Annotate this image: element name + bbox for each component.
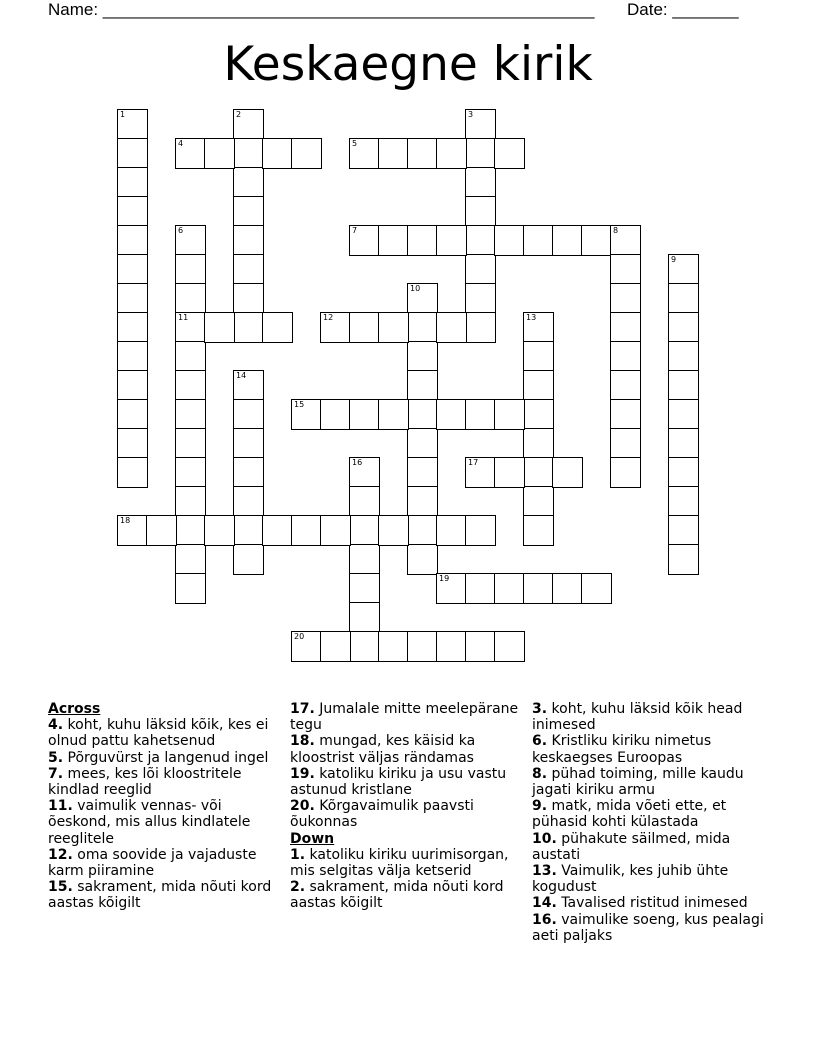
grid-cell[interactable] xyxy=(610,341,641,372)
grid-cell[interactable] xyxy=(349,602,380,633)
cell-number: 15 xyxy=(294,400,305,409)
cell-number: 10 xyxy=(410,284,421,293)
name-field-label: Name: ____________________________________________________ xyxy=(48,0,595,19)
grid-cell[interactable] xyxy=(117,341,148,372)
date-field-label: Date: _______ xyxy=(627,0,739,19)
grid-cell[interactable] xyxy=(378,225,409,256)
grid-cell[interactable] xyxy=(407,312,438,343)
grid-cell[interactable] xyxy=(175,457,206,488)
grid-cell[interactable] xyxy=(175,138,206,169)
grid-cell[interactable] xyxy=(407,515,438,546)
grid-cell[interactable] xyxy=(407,428,438,459)
grid-cell[interactable] xyxy=(668,486,699,517)
grid-cell[interactable] xyxy=(494,399,525,430)
grid-cell[interactable] xyxy=(117,109,148,140)
grid-cell[interactable] xyxy=(349,138,380,169)
grid-cell[interactable] xyxy=(610,399,641,430)
grid-cell[interactable] xyxy=(233,370,264,401)
grid-cell[interactable] xyxy=(117,254,148,285)
clue-across-20: 20. Kõrgavaimulik paavsti õukonnas xyxy=(290,798,474,831)
cell-number: 7 xyxy=(352,226,358,235)
grid-cell[interactable] xyxy=(407,138,438,169)
grid-cell[interactable] xyxy=(465,457,496,488)
cell-number: 17 xyxy=(468,458,479,467)
grid-cell[interactable] xyxy=(523,399,554,430)
grid-cell[interactable] xyxy=(668,399,699,430)
cell-number: 6 xyxy=(178,226,184,235)
grid-cell[interactable] xyxy=(233,515,264,546)
grid-cell[interactable] xyxy=(407,631,438,662)
clue-down-8: 8. pühad toiming, mille kaudu jagati kiriku armu xyxy=(532,765,744,799)
cell-number: 8 xyxy=(613,226,619,235)
grid-cell[interactable] xyxy=(378,631,409,662)
grid-cell[interactable] xyxy=(291,631,322,662)
clue-column-1 xyxy=(48,701,278,912)
grid-cell[interactable] xyxy=(349,457,380,488)
grid-cell[interactable] xyxy=(668,254,699,285)
grid-cell[interactable] xyxy=(262,515,293,546)
grid-cell[interactable] xyxy=(349,631,380,662)
grid-cell[interactable] xyxy=(523,341,554,372)
grid-cell[interactable] xyxy=(668,312,699,343)
grid-cell[interactable] xyxy=(291,515,322,546)
grid-cell[interactable] xyxy=(523,225,554,256)
grid-cell[interactable] xyxy=(175,486,206,517)
grid-cell[interactable] xyxy=(407,370,438,401)
cell-number: 14 xyxy=(236,371,247,380)
clue-down-1: 1. katoliku kiriku uurimisorgan, mis selgitas välja ketserid xyxy=(290,846,509,880)
clue-down-6: 6. Kristliku kiriku nimetus keskaegses Euroopas xyxy=(532,733,712,766)
grid-cell[interactable] xyxy=(494,225,525,256)
grid-cell[interactable] xyxy=(117,370,148,401)
grid-cell[interactable] xyxy=(291,138,322,169)
grid-cell[interactable] xyxy=(465,573,496,604)
grid-cell[interactable] xyxy=(523,486,554,517)
grid-cell[interactable] xyxy=(378,312,409,343)
grid-cell[interactable] xyxy=(523,573,554,604)
grid-cell[interactable] xyxy=(465,167,496,198)
clue-down-3: 3. koht, kuhu läksid kõik head inimesed xyxy=(532,701,743,734)
grid-cell[interactable] xyxy=(581,225,612,256)
cell-number: 9 xyxy=(671,255,677,264)
cell-number: 1 xyxy=(120,110,126,119)
grid-cell[interactable] xyxy=(233,167,264,198)
grid-cell[interactable] xyxy=(552,457,583,488)
grid-cell[interactable] xyxy=(117,196,148,227)
grid-cell[interactable] xyxy=(117,225,148,256)
grid-cell[interactable] xyxy=(262,138,293,169)
grid-cell[interactable] xyxy=(668,283,699,314)
grid-cell[interactable] xyxy=(378,399,409,430)
cell-number: 13 xyxy=(526,313,537,322)
cell-number: 3 xyxy=(468,110,474,119)
grid-cell[interactable] xyxy=(233,544,264,575)
grid-cell[interactable] xyxy=(117,138,148,169)
grid-cell[interactable] xyxy=(320,312,351,343)
down-heading: Down xyxy=(290,830,335,847)
grid-cell[interactable] xyxy=(204,138,235,169)
cell-number: 18 xyxy=(120,516,131,525)
grid-cell[interactable] xyxy=(233,428,264,459)
grid-cell[interactable] xyxy=(117,312,148,343)
grid-cell[interactable] xyxy=(291,399,322,430)
grid-cell[interactable] xyxy=(117,399,148,430)
grid-cell[interactable] xyxy=(465,283,496,314)
grid-cell[interactable] xyxy=(610,254,641,285)
grid-cell[interactable] xyxy=(175,399,206,430)
grid-cell[interactable] xyxy=(523,370,554,401)
grid-cell[interactable] xyxy=(233,312,264,343)
grid-cell[interactable] xyxy=(117,167,148,198)
grid-cell[interactable] xyxy=(610,370,641,401)
grid-cell[interactable] xyxy=(175,341,206,372)
grid-cell[interactable] xyxy=(146,515,177,546)
clue-across-11: 11. vaimulik vennas- või õeskond, mis allus kindlatele reeglitele xyxy=(48,798,251,847)
clue-down-16: 16. vaimulike soeng, kus pealagi aeti paljaks xyxy=(532,911,764,944)
cell-number: 19 xyxy=(439,574,450,583)
grid-cell[interactable] xyxy=(436,631,467,662)
cell-number: 12 xyxy=(323,313,334,322)
cell-number: 5 xyxy=(352,139,358,148)
grid-cell[interactable] xyxy=(494,631,525,662)
grid-cell[interactable] xyxy=(407,283,438,314)
grid-cell[interactable] xyxy=(204,515,235,546)
clue-down-10: 10. pühakute säilmed, mida austati xyxy=(532,830,731,863)
grid-cell[interactable] xyxy=(233,283,264,314)
grid-cell[interactable] xyxy=(465,138,496,169)
clue-down-14: 14. Tavalised ristitud inimesed xyxy=(532,895,748,912)
puzzle-title: Keskaegne kirik xyxy=(223,37,593,92)
grid-cell[interactable] xyxy=(610,428,641,459)
grid-cell[interactable] xyxy=(610,225,641,256)
clue-column-2 xyxy=(290,701,525,912)
grid-cell[interactable] xyxy=(523,515,554,546)
grid-cell[interactable] xyxy=(523,457,554,488)
grid-cell[interactable] xyxy=(175,515,206,546)
grid-cell[interactable] xyxy=(523,312,554,343)
grid-cell[interactable] xyxy=(494,573,525,604)
grid-cell[interactable] xyxy=(494,457,525,488)
grid-cell[interactable] xyxy=(175,283,206,314)
grid-cell[interactable] xyxy=(117,515,148,546)
clue-across-17: 17. Jumalale mitte meelepärane tegu xyxy=(290,701,519,734)
clue-down-2: 2. sakrament, mida nõuti kord aastas kõigilt xyxy=(290,879,504,912)
grid-cell[interactable] xyxy=(320,399,351,430)
grid-cell[interactable] xyxy=(349,544,380,575)
grid-cell[interactable] xyxy=(668,341,699,372)
grid-cell[interactable] xyxy=(668,515,699,546)
grid-cell[interactable] xyxy=(233,457,264,488)
grid-cell[interactable] xyxy=(465,254,496,285)
grid-cell[interactable] xyxy=(378,138,409,169)
clue-across-18: 18. mungad, kes käisid ka kloostrist väljas rändamas xyxy=(290,733,476,766)
grid-cell[interactable] xyxy=(349,573,380,604)
grid-cell[interactable] xyxy=(117,283,148,314)
cell-number: 11 xyxy=(178,313,189,322)
grid-cell[interactable] xyxy=(320,515,351,546)
grid-cell[interactable] xyxy=(552,573,583,604)
grid-cell[interactable] xyxy=(233,138,264,169)
grid-cell[interactable] xyxy=(668,428,699,459)
clue-across-19: 19. katoliku kiriku ja usu vastu astunud kristlane xyxy=(290,765,507,799)
grid-cell[interactable] xyxy=(668,370,699,401)
grid-cell[interactable] xyxy=(610,312,641,343)
grid-cell[interactable] xyxy=(233,109,264,140)
grid-cell[interactable] xyxy=(465,399,496,430)
grid-cell[interactable] xyxy=(175,225,206,256)
grid-cell[interactable] xyxy=(465,196,496,227)
grid-cell[interactable] xyxy=(233,254,264,285)
cell-number: 20 xyxy=(294,632,305,641)
grid-cell[interactable] xyxy=(117,428,148,459)
cell-number: 4 xyxy=(178,139,184,148)
cell-number: 2 xyxy=(236,110,242,119)
grid-cell[interactable] xyxy=(407,544,438,575)
grid-cell[interactable] xyxy=(175,573,206,604)
grid-cell[interactable] xyxy=(349,515,380,546)
grid-cell[interactable] xyxy=(378,515,409,546)
clue-down-9: 9. matk, mida võeti ette, et pühasid kohti külastada xyxy=(532,798,727,831)
grid-cell[interactable] xyxy=(668,544,699,575)
grid-cell[interactable] xyxy=(436,573,467,604)
cell-number: 16 xyxy=(352,458,363,467)
grid-cell[interactable] xyxy=(175,312,206,343)
grid-cell[interactable] xyxy=(465,515,496,546)
grid-cell[interactable] xyxy=(436,225,467,256)
clue-across-15: 15. sakrament, mida nõuti kord aastas kõigilt xyxy=(48,879,272,912)
clue-across-7: 7. mees, kes lõi kloostritele kindlad reeglid xyxy=(48,765,242,799)
grid-cell[interactable] xyxy=(610,457,641,488)
grid-cell[interactable] xyxy=(523,428,554,459)
grid-cell[interactable] xyxy=(320,631,351,662)
grid-cell[interactable] xyxy=(349,225,380,256)
grid-cell[interactable] xyxy=(233,225,264,256)
grid-cell[interactable] xyxy=(233,399,264,430)
grid-cell[interactable] xyxy=(349,486,380,517)
grid-cell[interactable] xyxy=(407,399,438,430)
grid-cell[interactable] xyxy=(117,457,148,488)
clue-across-12: 12. oma soovide ja vajaduste karm piiramine xyxy=(48,846,257,880)
grid-cell[interactable] xyxy=(581,573,612,604)
grid-cell[interactable] xyxy=(233,196,264,227)
grid-cell[interactable] xyxy=(407,341,438,372)
clue-down-13: 13. Vaimulik, kes juhib ühte kogudust xyxy=(532,863,729,896)
grid-cell[interactable] xyxy=(175,254,206,285)
grid-cell[interactable] xyxy=(233,486,264,517)
grid-cell[interactable] xyxy=(407,225,438,256)
grid-cell[interactable] xyxy=(465,109,496,140)
grid-cell[interactable] xyxy=(436,138,467,169)
grid-cell[interactable] xyxy=(436,312,467,343)
grid-cell[interactable] xyxy=(668,457,699,488)
grid-cell[interactable] xyxy=(552,225,583,256)
clue-across-5: 5. Põrguvürst ja langenud ingel xyxy=(48,749,269,766)
grid-cell[interactable] xyxy=(465,225,496,256)
grid-cell[interactable] xyxy=(465,312,496,343)
grid-cell[interactable] xyxy=(610,283,641,314)
grid-cell[interactable] xyxy=(204,312,235,343)
grid-cell[interactable] xyxy=(436,515,467,546)
clue-across-4: 4. koht, kuhu läksid kõik, kes ei olnud pattu kahetsenud xyxy=(48,717,269,750)
grid-cell[interactable] xyxy=(175,370,206,401)
grid-cell[interactable] xyxy=(494,138,525,169)
grid-cell[interactable] xyxy=(349,399,380,430)
grid-cell[interactable] xyxy=(349,312,380,343)
grid-cell[interactable] xyxy=(436,399,467,430)
grid-cell[interactable] xyxy=(407,457,438,488)
clue-column-3 xyxy=(532,701,772,944)
grid-cell[interactable] xyxy=(175,428,206,459)
grid-cell[interactable] xyxy=(465,631,496,662)
grid-cell[interactable] xyxy=(262,312,293,343)
grid-cell[interactable] xyxy=(175,544,206,575)
across-heading: Across xyxy=(48,701,101,717)
grid-cell[interactable] xyxy=(407,486,438,517)
